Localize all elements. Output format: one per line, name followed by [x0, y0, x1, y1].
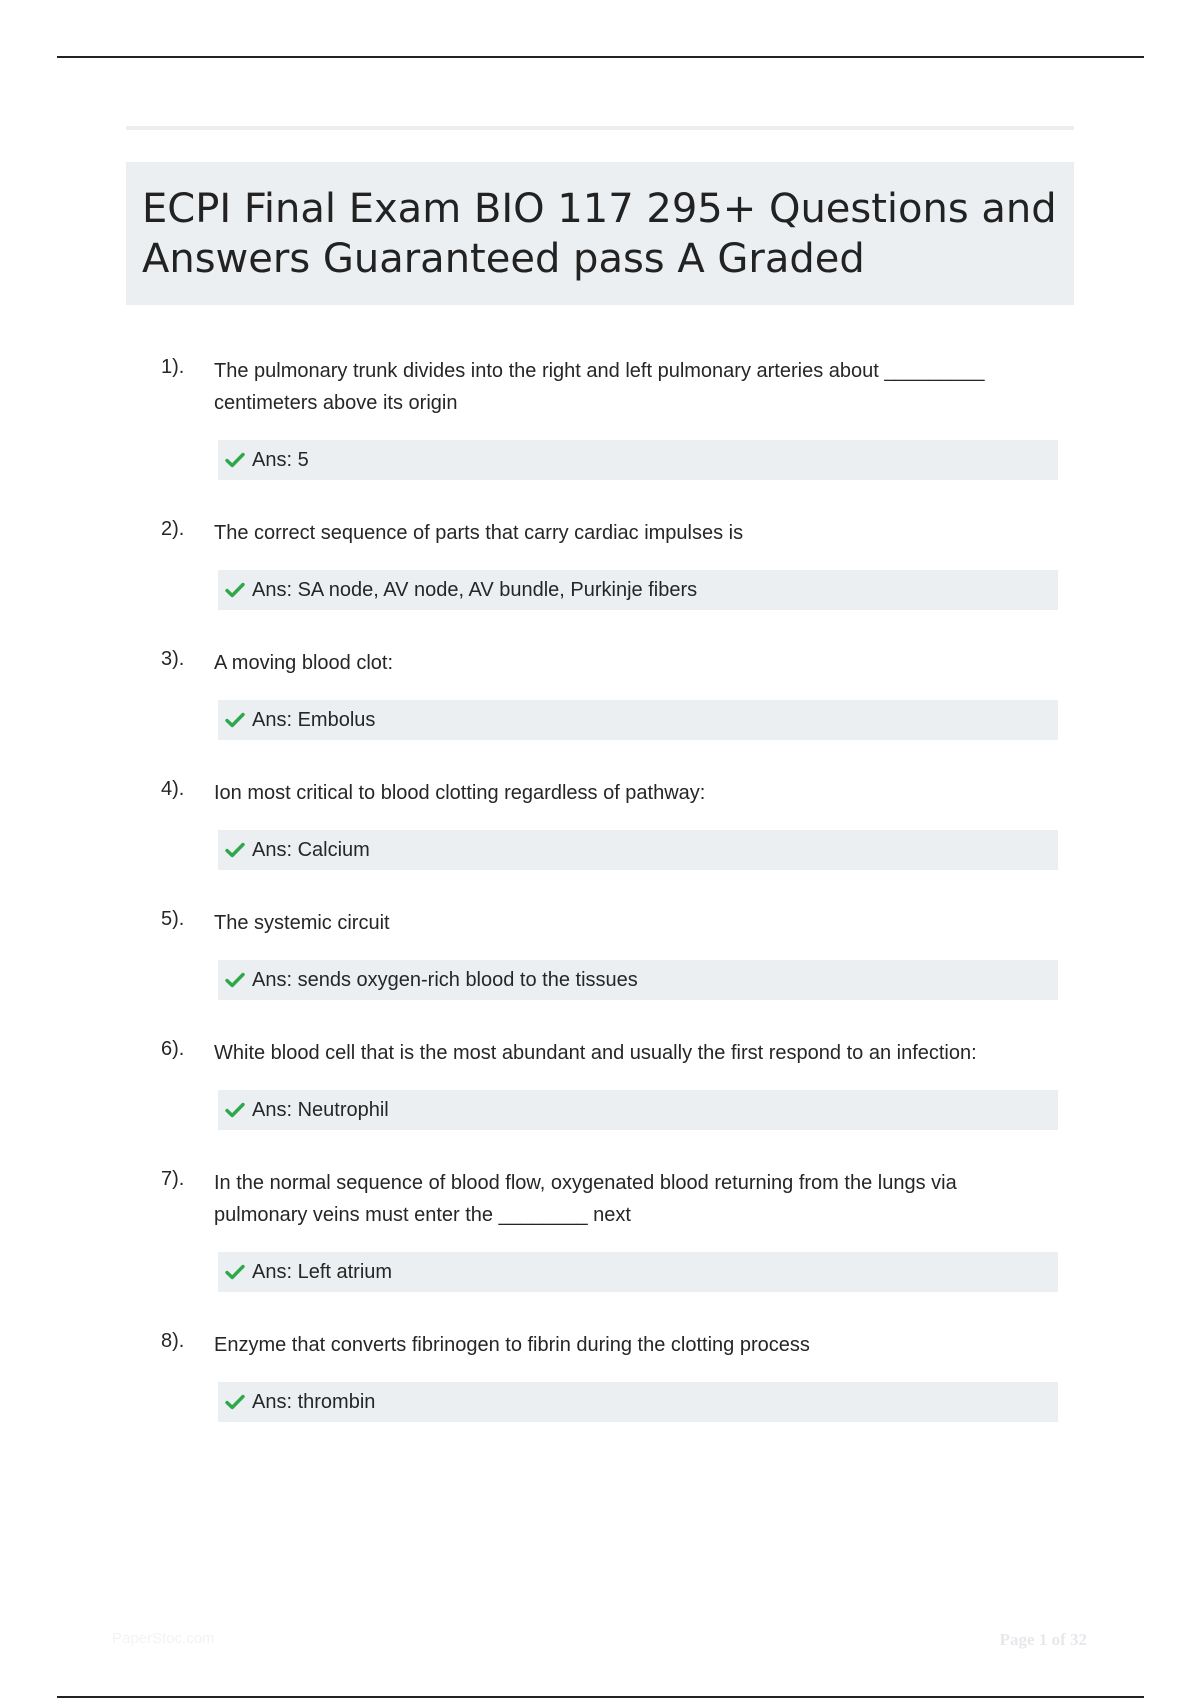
answer-box — [218, 570, 1058, 610]
page-top-rule — [57, 56, 1144, 58]
question-label: White blood cell that is the most abundant and usually the first respond to an infection: — [214, 1042, 977, 1064]
question-label: A moving blood clot: — [214, 652, 393, 674]
question-number: 3). — [161, 648, 185, 670]
question-label: The systemic circuit — [214, 912, 390, 934]
question-item — [126, 1037, 1074, 1130]
answer-box — [218, 440, 1058, 480]
checkmark-icon — [224, 710, 246, 730]
answer-box — [218, 960, 1058, 1000]
title-divider — [126, 126, 1074, 130]
answer-box — [218, 1090, 1058, 1130]
question-text — [126, 1167, 1074, 1231]
answer-box — [218, 830, 1058, 870]
document-title: ECPI Final Exam BIO 117 295+ Questions and Answers Guaranteed pass A Graded — [142, 186, 1057, 282]
footer-watermark: PaperStoc.com — [112, 1630, 215, 1647]
title-banner — [126, 162, 1074, 305]
checkmark-icon — [224, 1392, 246, 1412]
question-text — [126, 1329, 1074, 1361]
question-text — [126, 355, 1074, 419]
page-bottom-rule — [57, 1696, 1144, 1698]
question-item — [126, 1167, 1074, 1292]
checkmark-icon — [224, 580, 246, 600]
answer-box — [218, 1382, 1058, 1422]
question-label: Ion most critical to blood clotting regardless of pathway: — [214, 782, 706, 804]
question-text — [126, 777, 1074, 809]
page-number: Page 1 of 32 — [999, 1630, 1087, 1649]
question-text — [126, 517, 1074, 549]
checkmark-icon — [224, 450, 246, 470]
question-label: Enzyme that converts fibrinogen to fibrin during the clotting process — [214, 1334, 810, 1356]
answer-text: Ans: thrombin — [252, 1390, 376, 1413]
question-text — [126, 647, 1074, 679]
answer-text: Ans: Calcium — [252, 838, 370, 861]
answer-text: Ans: 5 — [252, 448, 309, 471]
answer-text: Ans: Embolus — [252, 708, 376, 731]
checkmark-icon — [224, 1262, 246, 1282]
question-item — [126, 777, 1074, 870]
question-number: 7). — [161, 1168, 185, 1190]
question-number: 6). — [161, 1038, 185, 1060]
answer-text: Ans: Left atrium — [252, 1260, 393, 1283]
question-number: 4). — [161, 778, 185, 800]
checkmark-icon — [224, 970, 246, 990]
question-number: 2). — [161, 518, 185, 540]
question-item — [126, 647, 1074, 740]
question-text — [126, 907, 1074, 939]
question-label: In the normal sequence of blood flow, oxygenated blood returning from the lungs via pulmonary veins must enter the ________ next — [214, 1172, 957, 1226]
answer-box — [218, 1252, 1058, 1292]
answer-box — [218, 700, 1058, 740]
checkmark-icon — [224, 840, 246, 860]
answer-text: Ans: sends oxygen-rich blood to the tissues — [252, 968, 638, 991]
question-label: The pulmonary trunk divides into the right and left pulmonary arteries about _________ centimeters above its origin — [214, 360, 985, 414]
answer-text: Ans: SA node, AV node, AV bundle, Purkinje fibers — [252, 578, 698, 601]
question-item — [126, 1329, 1074, 1422]
question-item — [126, 907, 1074, 1000]
question-text — [126, 1037, 1074, 1069]
answer-text: Ans: Neutrophil — [252, 1098, 389, 1121]
checkmark-icon — [224, 1100, 246, 1120]
question-number: 8). — [161, 1330, 185, 1352]
question-item — [126, 517, 1074, 610]
question-item — [126, 355, 1074, 480]
question-label: The correct sequence of parts that carry cardiac impulses is — [214, 522, 744, 544]
question-number: 1). — [161, 356, 185, 378]
question-list — [126, 355, 1074, 1459]
question-number: 5). — [161, 908, 185, 930]
